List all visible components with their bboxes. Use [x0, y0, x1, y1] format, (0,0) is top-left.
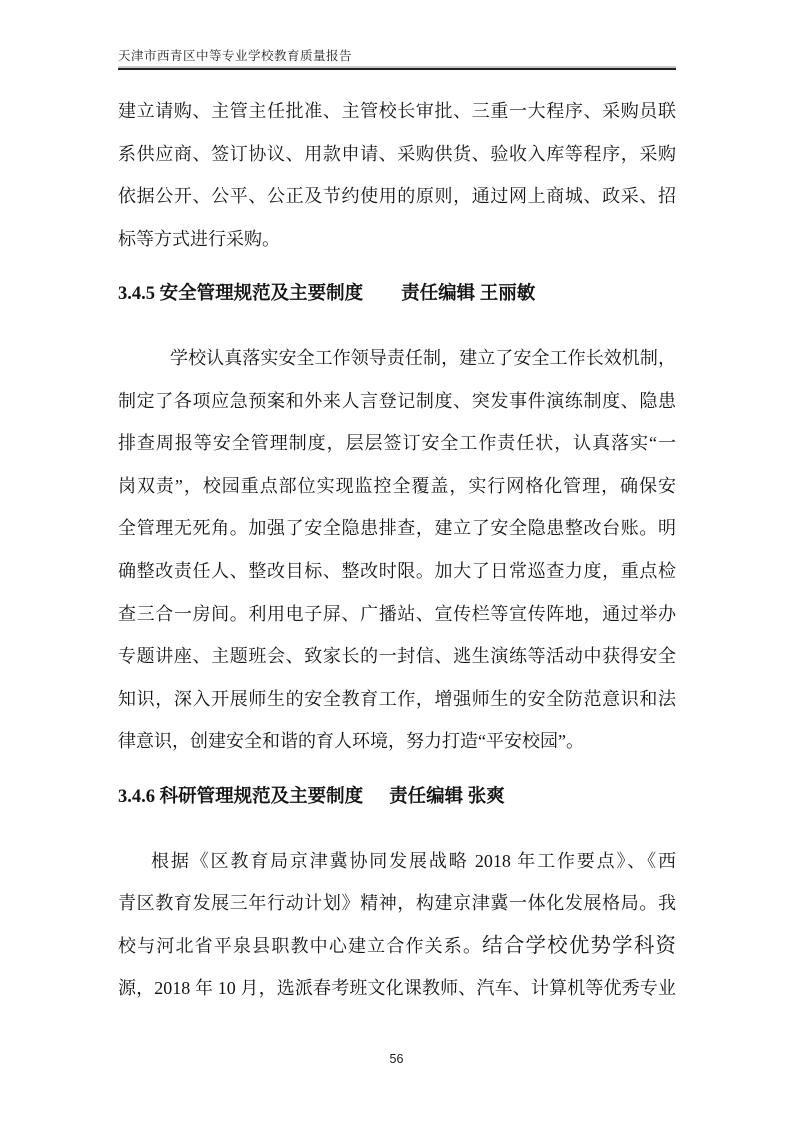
heading-editor: 责任编辑 王丽敏 — [401, 284, 536, 305]
heading-editor: 责任编辑 张爽 — [389, 786, 505, 807]
text-line: 知识，深入开展师生的安全教育工作，增强师生的安全防范意识和法 — [118, 688, 676, 709]
text-line: 全管理无死角。加强了安全隐患排查，建立了安全隐患整改台账。明 — [118, 518, 676, 539]
text-segment-emphasis: 结合学校优势学科资 — [482, 934, 677, 957]
text-line: 查三合一房间。利用电子屏、广播站、宣传栏等宣传阵地，通过举办 — [118, 603, 676, 624]
text-line: 制定了各项应急预案和外来人言登记制度、突发事件演练制度、隐患 — [118, 390, 676, 411]
text-line: 标等方式进行采购。 — [118, 228, 280, 249]
text-line: 根据《区教育局京津冀协同发展战略 2018 年工作要点》、《西 — [151, 850, 676, 871]
text-line — [118, 925, 676, 968]
heading-label: 3.4.6 科研管理规范及主要制度 — [118, 786, 364, 807]
document-body — [0, 70, 793, 1010]
page-number: 56 — [389, 1052, 404, 1066]
text-line: 岗双责”，校园重点部位实现监控全覆盖，实行网格化管理，确保安 — [118, 475, 676, 496]
text-line: 确整改责任人、整改目标、整改时限。加大了日常巡查力度，重点检 — [118, 560, 676, 581]
text-line: 依据公开、公平、公正及节约使用的原则，通过网上商城、政采、招 — [118, 186, 676, 207]
text-line: 青区教育发展三年行动计划》精神，构建京津冀一体化发展格局。我 — [118, 893, 676, 914]
text-line: 学校认真落实安全工作领导责任制，建立了安全工作长效机制， — [170, 347, 676, 368]
text-line: 建立请购、主管主任批准、主管校长审批、三重一大程序、采购员联 — [118, 101, 676, 121]
heading-label: 3.4.5 安全管理规范及主要制度 — [118, 284, 364, 305]
page-header — [0, 0, 793, 70]
paragraph — [118, 90, 676, 260]
text-line: 律意识，创建安全和谐的育人环境，努力打造“平安校园”。 — [118, 731, 584, 752]
paragraph — [118, 337, 676, 763]
paragraph — [118, 840, 676, 1010]
text-line: 系供应商、签订协议、用款申请、采购供货、验收入库等程序，采购 — [118, 143, 676, 164]
section-heading — [118, 776, 676, 819]
text-line: 源，2018 年 10 月，选派春考班文化课教师、汽车、计算机等优秀专业 — [118, 978, 676, 999]
header-title: 天津市西青区中等专业学校教育质量报告 — [118, 49, 353, 63]
page-footer — [0, 1052, 793, 1066]
section-heading — [118, 273, 676, 316]
text-segment: 校与河北省平泉县职教中心建立合作关系。 — [118, 935, 483, 956]
text-line: 专题讲座、主题班会、致家长的一封信、逃生演练等活动中获得安全 — [118, 646, 676, 667]
text-line: 排查周报等安全管理制度，层层签订安全工作责任状，认真落实“一 — [118, 433, 676, 454]
